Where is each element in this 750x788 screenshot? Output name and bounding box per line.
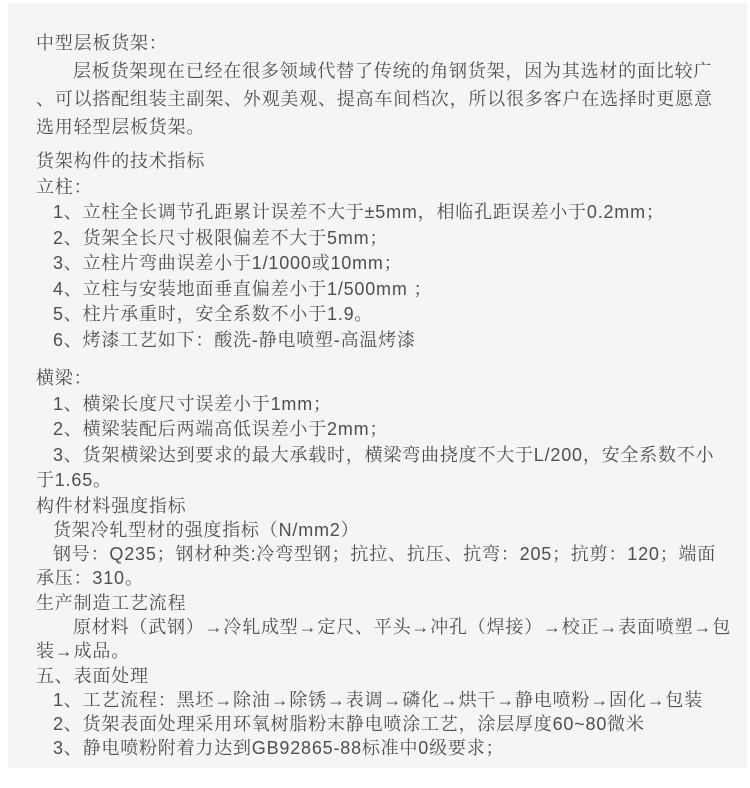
list-item: 1、工艺流程：黑坯→除油→除锈→表调→磷化→烘干→静电喷粉→固化→包装: [53, 689, 704, 710]
doc-line: 承压：310。: [36, 568, 144, 589]
text-panel: [8, 3, 747, 768]
material-and-process-section: [36, 494, 729, 761]
doc-line: 于1.65。: [36, 470, 112, 490]
subsection-beam: 横梁：: [36, 368, 93, 388]
doc-line: 钢号：Q235；钢材种类:冷弯型钢；抗拉、抗压、抗弯：205；抗剪：120；端面: [53, 544, 717, 565]
section-heading-material-strength: 构件材料强度指标: [36, 495, 187, 516]
list-item: 3、货架横梁达到要求的最大承载时，横梁弯曲挠度不大于L/200，安全系数不小: [53, 444, 715, 465]
list-item: 2、横梁装配后两端高低误差小于2mm；: [53, 419, 389, 439]
intro-paragraph: [36, 29, 729, 141]
tech-spec-section: [36, 149, 729, 353]
doc-line: 层板货架现在已经在很多领域代替了传统的角钢货架，因为其选材的面比较广: [73, 61, 713, 81]
subsection-upright: 立柱：: [36, 176, 93, 197]
document-body: [8, 3, 747, 761]
doc-line: 、可以搭配组装主副架、外观美观、提高车间档次，所以很多客户在选择时更愿意: [36, 89, 713, 109]
list-item: 4、立柱与安装地面垂直偏差小于1/500mm ；: [53, 278, 433, 299]
list-item: 6、烤漆工艺如下：酸洗-静电喷塑-高温烤漆: [53, 329, 416, 350]
list-item: 3、静电喷粉附着力达到GB92865-88标准中0级要求；: [53, 738, 505, 759]
list-item: 2、货架全长尺寸极限偏差不大于5mm；: [53, 227, 389, 248]
doc-line: 装→成品。: [36, 641, 130, 662]
doc-line: 原材料（武钢）→冷轧成型→定尺、平头→冲孔（焊接）→校正→表面喷塑→包: [73, 616, 731, 637]
section-heading-tech-specs: 货架构件的技术指标: [36, 151, 206, 171]
section-heading-manufacturing: 生产制造工艺流程: [36, 592, 187, 613]
list-item: 1、立柱全长调节孔距累计误差不大于±5mm，相临孔距误差小于0.2mm；: [53, 202, 665, 222]
doc-line: 货架冷轧型材的强度指标（N/mm2）: [53, 519, 360, 540]
doc-title: 中型层板货架：: [36, 33, 168, 53]
list-item: 2、货架表面处理采用环氧树脂粉末静电喷涂工艺，涂层厚度60~80微米: [53, 714, 645, 735]
section-heading-surface-treatment: 五、表面处理: [36, 665, 149, 686]
list-item: 3、立柱片弯曲误差小于1/1000或10mm；: [53, 253, 403, 273]
list-item: 1、横梁长度尺寸误差小于1mm；: [53, 393, 332, 414]
list-item: 5、柱片承重时，安全系数不小于1.9。: [53, 304, 374, 324]
doc-line: 选用轻型层板货架。: [36, 117, 206, 137]
beam-section: [36, 366, 729, 494]
